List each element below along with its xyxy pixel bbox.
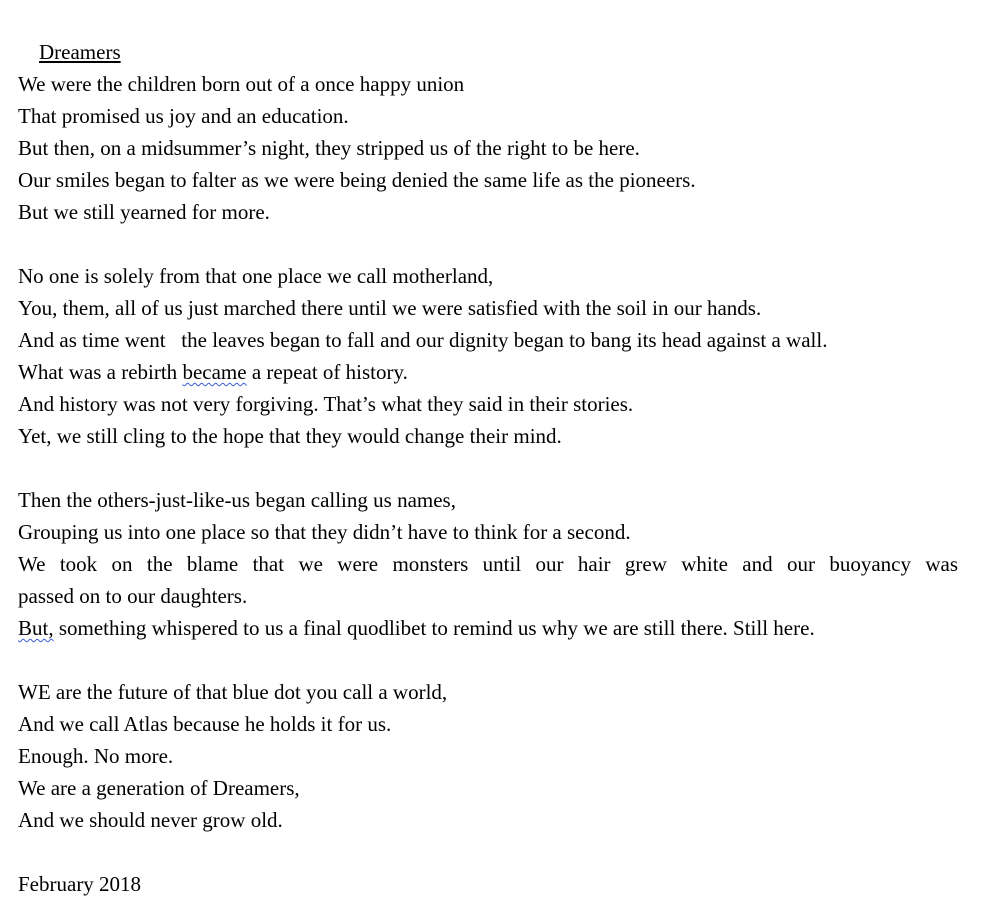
poem-line: Grouping us into one place so that they didn’t have to think for a second. [18,520,631,544]
poem-line: passed on to our daughters. [18,584,248,608]
poem-line: We were the children born out of a once happy union [18,72,465,96]
spellcheck-flagged-word[interactable]: became [182,360,247,384]
poem-title: Dreamers [39,40,121,64]
poem-line: No one is solely from that one place we call motherland, [18,264,494,288]
poem-line-part: something whispered to us a final quodlibet to remind us why we are still there. Still here. [53,616,815,640]
poem-line-part: What was a rebirth [18,360,183,384]
spellcheck-flagged-word[interactable]: But, [18,616,54,640]
poem-line-part: a repeat of history. [246,360,408,384]
stanza-3 [18,484,958,644]
blank-line [18,452,958,484]
stanza-1 [18,68,958,228]
blank-line [18,836,958,868]
poem-line: That promised us joy and an education. [18,104,349,128]
poem-line: We are a generation of Dreamers, [18,776,300,800]
blank-line [18,644,958,676]
blank-line [18,228,958,260]
poem-line: And as time went the leaves began to fall and our dignity began to bang its head against a wall. [18,328,828,352]
poem-title-line [18,4,958,64]
poem-line [18,356,958,388]
blank-line [18,36,958,68]
poem-line: But we still yearned for more. [18,200,270,224]
poem-line: WE are the future of that blue dot you call a world, [18,680,448,704]
poem-line: Then the others-just-like-us began calling us names, [18,488,456,512]
stanza-4 [18,676,958,836]
poem-line: But then, on a midsummer’s night, they stripped us of the right to be here. [18,136,640,160]
poem-line: Our smiles began to falter as we were being denied the same life as the pioneers. [18,168,696,192]
poem-line: And we should never grow old. [18,808,283,832]
poem-line [18,612,958,644]
poem-line: Enough. No more. [18,744,174,768]
poem-line: Yet, we still cling to the hope that they would change their mind. [18,424,562,448]
document-body [18,4,958,900]
poem-line: And history was not very forgiving. That’s what they said in their stories. [18,392,634,416]
poem-line: You, them, all of us just marched there until we were satisfied with the soil in our hands. [18,296,762,320]
poem-line-justified: We took on the blame that we were monsters until our hair grew white and our buoyancy was [18,552,958,576]
poem-date: February 2018 [18,872,142,896]
stanza-2 [18,260,958,452]
poem-line: And we call Atlas because he holds it for us. [18,712,392,736]
